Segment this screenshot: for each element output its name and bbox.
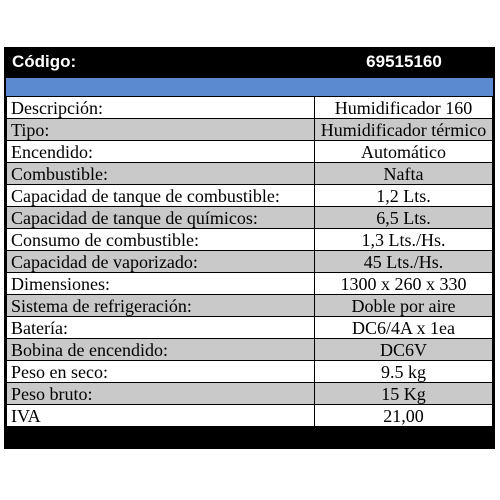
spec-row [7,339,493,361]
spec-row [7,251,493,273]
spec-value: 15 Kg [315,383,493,405]
spec-value: 1,3 Lts./Hs. [315,229,493,251]
code-value: 69515160 [366,52,442,71]
code-label: Código: [12,52,77,71]
spec-value: 6,5 Lts. [315,207,493,229]
spec-value: Humidificador 160 [315,97,493,119]
spec-label: Combustible: [7,163,315,185]
header-row [6,47,493,77]
spec-value: 9.5 kg [315,361,493,383]
spec-table [6,96,493,427]
spec-label: Tipo: [7,119,315,141]
spec-value: DC6V [315,339,493,361]
spec-row [7,273,493,295]
spec-value: 1,2 Lts. [315,185,493,207]
spec-label: Peso en seco: [7,361,315,383]
spec-label: Capacidad de tanque de combustible: [7,185,315,207]
spec-row [7,97,493,119]
spec-label: Capacidad de vaporizado: [7,251,315,273]
spec-row [7,361,493,383]
spec-value: 45 Lts./Hs. [315,251,493,273]
spec-row [7,207,493,229]
spec-label: Sistema de refrigeración: [7,295,315,317]
spec-label: Bobina de encendido: [7,339,315,361]
spec-value: Humidificador térmico [315,119,493,141]
spec-label: Dimensiones: [7,273,315,295]
spec-label: Consumo de combustible: [7,229,315,251]
spec-value: 21,00 [315,405,493,427]
spec-label: Peso bruto: [7,383,315,405]
spec-value: Nafta [315,163,493,185]
spec-row [7,295,493,317]
spec-label: Capacidad de tanque de químicos: [7,207,315,229]
accent-bar [6,77,493,96]
spec-row [7,119,493,141]
spec-row [7,229,493,251]
spec-value: 1300 x 260 x 330 [315,273,493,295]
spec-label: IVA [7,405,315,427]
spec-row [7,317,493,339]
spec-value: Doble por aire [315,295,493,317]
spec-row [7,185,493,207]
spec-row [7,405,493,427]
footer-bar [6,427,493,449]
spec-row [7,163,493,185]
spec-label: Batería: [7,317,315,339]
spec-row [7,383,493,405]
spec-row [7,141,493,163]
spec-value: Automático [315,141,493,163]
spec-label: Descripción: [7,97,315,119]
spec-value: DC6/4A x 1ea [315,317,493,339]
spec-sheet [4,47,495,449]
spec-label: Encendido: [7,141,315,163]
